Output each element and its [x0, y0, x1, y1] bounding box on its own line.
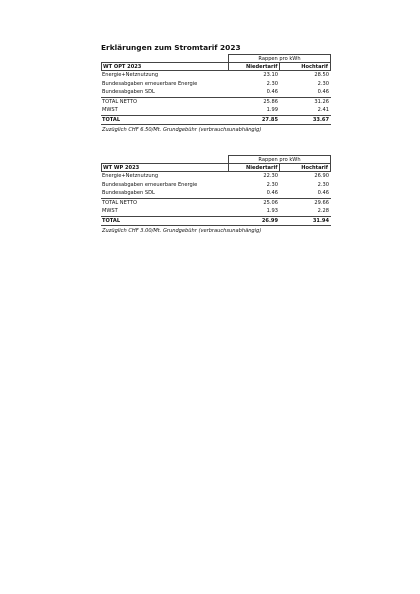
table-row: [101, 106, 331, 115]
row-value-niedertarif: 22.30: [263, 173, 278, 179]
table-header-row: [101, 163, 331, 172]
row-label: Bundesabgaben erneuerbare Energie: [102, 80, 198, 87]
col-header-hochtarif: Hochtarif: [279, 63, 330, 70]
row-value-hochtarif: 28.50: [314, 72, 329, 78]
total-value-niedertarif: 26.99: [261, 217, 278, 224]
row-value-hochtarif: 2.30: [317, 181, 329, 188]
row-value-niedertarif: 25.06: [263, 199, 278, 206]
table-row: [101, 80, 331, 89]
table-row-subtotal: [101, 97, 331, 107]
row-value-hochtarif: 26.90: [314, 173, 329, 179]
total-label: TOTAL: [102, 116, 121, 123]
row-value-niedertarif: 1.99: [266, 107, 278, 113]
col-header-hochtarif: Hochtarif: [279, 164, 330, 171]
row-value-niedertarif: 1.93: [266, 208, 278, 214]
row-value-niedertarif: 2.30: [266, 80, 278, 87]
row-value-niedertarif: 0.46: [266, 89, 278, 95]
row-label: Energie+Netznutzung: [102, 72, 159, 78]
table-row: [101, 71, 331, 80]
row-value-hochtarif: 31.26: [314, 98, 329, 105]
row-value-hochtarif: 2.30: [317, 80, 329, 87]
row-value-hochtarif: 0.46: [317, 89, 329, 95]
unit-header: Rappen pro kWh: [228, 155, 331, 163]
unit-header-row: [101, 155, 331, 163]
row-value-hochtarif: 29.66: [314, 199, 329, 206]
row-label: Bundesabgaben SDL: [102, 89, 155, 95]
page-title: Erklärungen zum Stromtarif 2023: [101, 43, 241, 52]
table-row-subtotal: [101, 198, 331, 208]
row-label: Energie+Netznutzung: [102, 173, 159, 179]
row-value-hochtarif: 2.41: [317, 107, 329, 113]
fee-note: Zuzüglich CHF 3.00/Mt. Grundgebühr (verbrauchsunabhängig): [102, 227, 262, 234]
total-value-niedertarif: 27.85: [261, 116, 278, 123]
row-value-niedertarif: 25.86: [263, 98, 278, 105]
row-value-niedertarif: 2.30: [266, 181, 278, 188]
tariff-table-wt-wp: [101, 155, 331, 234]
unit-header-row: [101, 54, 331, 62]
row-label: Bundesabgaben SDL: [102, 190, 155, 196]
row-label: TOTAL NETTO: [102, 199, 137, 206]
row-label: Bundesabgaben erneuerbare Energie: [102, 181, 198, 188]
tariff-name: WT WP 2023: [103, 165, 140, 171]
col-header-niedertarif: Niedertarif: [228, 63, 280, 70]
col-header-niedertarif: Niedertarif: [228, 164, 280, 171]
total-value-hochtarif: 33.67: [312, 116, 329, 123]
total-value-hochtarif: 31.94: [312, 217, 329, 224]
row-value-niedertarif: 23.10: [263, 72, 278, 78]
table-row-total: [101, 216, 331, 226]
table-row: [101, 207, 331, 216]
table-row: [101, 181, 331, 190]
table-row-total: [101, 115, 331, 125]
tariff-name: WT OPT 2023: [103, 64, 142, 70]
row-label: TOTAL NETTO: [102, 98, 137, 105]
table-row: [101, 189, 331, 198]
row-value-hochtarif: 0.46: [317, 190, 329, 196]
row-value-hochtarif: 2.28: [317, 208, 329, 214]
row-value-niedertarif: 0.46: [266, 190, 278, 196]
fee-note: Zuzüglich CHF 6.50/Mt. Grundgebühr (verbrauchsunabhängig): [102, 126, 262, 133]
total-label: TOTAL: [102, 217, 121, 224]
table-header-row: [101, 62, 331, 71]
row-label: MWST: [102, 208, 118, 214]
unit-header: Rappen pro kWh: [228, 54, 331, 62]
row-label: MWST: [102, 107, 118, 113]
tariff-table-wt-opt: [101, 54, 331, 133]
table-row: [101, 88, 331, 97]
table-row: [101, 172, 331, 181]
